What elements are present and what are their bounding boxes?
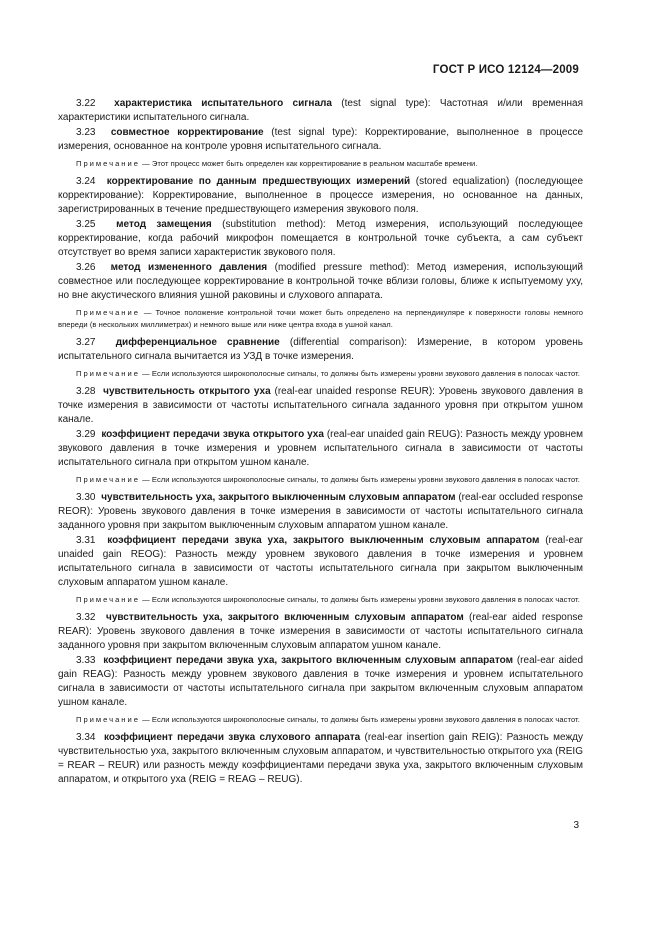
entry-text: (test signal type): Частотная и/или временная характеристики испытательного сигнала. <box>58 98 584 123</box>
definition-3-25 <box>58 218 583 260</box>
definition-3-28 <box>58 385 583 427</box>
entry-term: коэффициент передачи звука уха, закрытого выключенным слуховым аппаратом <box>107 535 540 546</box>
entry-text: (real-ear occluded response REOR): Уровень звукового давления в точке измерения в зависимости от частоты испытательного сигнала заданного уровня при закрытом выключенным слуховым аппаратом ушном канале. <box>58 492 584 531</box>
definition-3-24 <box>58 175 583 217</box>
entry-term: характеристика испытательного сигнала <box>114 98 332 109</box>
entry-number: 3.33 <box>76 655 96 666</box>
entry-text: (stored equalization) (последующее корректирование): Корректирование, выполненное в процессе измерения, но основанное на данных, зарегистрированных в течение предшествующего измерения звукового поля. <box>58 176 584 215</box>
entry-term: корректирование по данным предшествующих измерений <box>106 176 411 187</box>
entry-number: 3.28 <box>76 386 96 397</box>
definition-3-23 <box>58 126 583 154</box>
note-dash: — <box>139 715 152 724</box>
entry-text: (real-ear unaided gain REOG): Разность между уровнем звукового давления в точке измерения и уровнем испытательного сигнала в зависимости от частоты испытательного сигнала при закрытом выключенным слуховым аппаратом ушном канале. <box>58 535 583 588</box>
note-text: Если используются широкополосные сигналы, то должны быть измерены уровни звукового давления в полосах частот. <box>151 595 580 604</box>
note-text: Если используются широкополосные сигналы, то должны быть измерены уровни звукового давления в полосах частот. <box>151 369 580 378</box>
entry-number: 3.25 <box>76 219 96 230</box>
entry-number: 3.26 <box>76 262 96 273</box>
note-dash: — <box>139 595 152 604</box>
entry-text: (test signal type): Корректирование, выполненное в процессе измерения, основанное на контроле уровня испытательного сигнала. <box>58 127 584 152</box>
note-dash: — <box>139 475 152 484</box>
note-dash: — <box>139 308 156 317</box>
entry-number: 3.32 <box>76 612 96 623</box>
entry-term: чувствительность уха, закрытого выключенным слуховым аппаратом <box>101 492 456 503</box>
note-text: Если используются широкополосные сигналы, то должны быть измерены уровни звукового давления в полосах частот. <box>151 475 580 484</box>
note-label: Примечание <box>76 308 140 317</box>
definition-3-33 <box>58 654 583 710</box>
note-label: Примечание <box>76 715 140 724</box>
entry-term: метод замещения <box>116 219 212 230</box>
entry-text: (real-ear unaided gain REUG): Разность между уровнем звукового давления в точке измерения и уровнем испытательного сигнала в зависимости от частоты испытательного сигнала при открытом ушном канале. <box>58 429 583 468</box>
note-broadband <box>58 368 583 380</box>
definition-3-32 <box>58 611 583 653</box>
definitions-body <box>58 97 583 787</box>
note-label: Примечание <box>76 159 140 168</box>
definition-3-30 <box>58 491 583 533</box>
note-dash: — <box>139 369 152 378</box>
entry-term: совместное корректирование <box>110 127 264 138</box>
note-label: Примечание <box>76 369 140 378</box>
entry-number: 3.22 <box>76 98 96 109</box>
entry-term: коэффициент передачи звука уха, закрытого включенным слуховым аппаратом <box>103 655 513 666</box>
entry-text: (modified pressure method): Метод измерения, использующий совместное или последующее корректирование в контрольной точке вблизи головы, ближе к испытуемому уху, но вне акустического влияния ушной раковины и слухового аппарата. <box>58 262 584 301</box>
entry-text: (real-ear insertion gain REIG): Разность между чувствительностью уха, закрытого включенным слуховым аппаратом, и чувствительностью открытого уха (REIG = REAR – REUR) или разность между коэффициентами передачи звука уха, закрытого включенным слуховым аппаратом, и открытого уха (REIG = REAG – REUG). <box>58 732 583 785</box>
entry-text: (real-ear aided gain REAG): Разность между уровнем звукового давления в точке измерения и уровнем испытательного сигнала в зависимости от частоты испытательного сигнала при закрытом включенным слуховым аппаратом ушном канале. <box>58 655 583 708</box>
entry-text: (differential comparison): Измерение, в котором уровень испытательного сигнала вычитается из УЗД в точке измерения. <box>58 337 583 362</box>
entry-number: 3.29 <box>76 429 96 440</box>
document-id-header: ГОСТ Р ИСО 12124—2009 <box>432 64 579 76</box>
note-text: Точное положение контрольной точки может быть определено на перпендикуляре к поверхности головы немного впереди (в нескольких миллиметрах) и немного выше или ниже центра входа в ушной канал. <box>58 308 583 329</box>
definition-3-31 <box>58 534 583 590</box>
note-label: Примечание <box>76 475 140 484</box>
definition-3-22 <box>58 97 583 125</box>
entry-number: 3.23 <box>76 127 96 138</box>
definition-3-26 <box>58 261 583 303</box>
note-label: Примечание <box>76 595 140 604</box>
entry-term: метод измененного давления <box>110 262 268 273</box>
note-realtime <box>58 158 583 170</box>
note-reference-point <box>58 307 583 331</box>
entry-term: чувствительность открытого уха <box>103 386 271 397</box>
entry-text: (real-ear aided response REAR): Уровень звукового давления в точке измерения в зависимости от частоты испытательного сигнала заданного уровня при закрытом включенным слуховым аппаратом ушном канале. <box>58 612 583 651</box>
note-dash: — <box>139 159 152 168</box>
note-text: Если используются широкополосные сигналы, то должны быть измерены уровни звукового давления в полосах частот. <box>151 715 580 724</box>
entry-term: коэффициент передачи звука слухового аппарата <box>104 732 361 743</box>
entry-number: 3.27 <box>76 337 96 348</box>
entry-text: (real-ear unaided response REUR): Уровень звукового давления в точке измерения в зависимости от частоты испытательного сигнала заданного уровня при открытом ушном канале. <box>58 386 584 425</box>
entry-term: коэффициент передачи звука открытого уха <box>101 429 324 440</box>
note-broadband <box>58 594 583 606</box>
note-broadband <box>58 714 583 726</box>
definition-3-27 <box>58 336 583 364</box>
entry-term: дифференциальное сравнение <box>115 337 280 348</box>
entry-number: 3.34 <box>76 732 96 743</box>
entry-number: 3.31 <box>76 535 96 546</box>
definition-3-34 <box>58 731 583 787</box>
entry-number: 3.24 <box>76 176 96 187</box>
entry-number: 3.30 <box>76 492 96 503</box>
note-text: Этот процесс может быть определен как корректирование в реальном масштабе времени. <box>151 159 478 168</box>
entry-term: чувствительность уха, закрытого включенным слуховым аппаратом <box>106 612 464 623</box>
note-broadband <box>58 474 583 486</box>
page-number: 3 <box>573 820 579 831</box>
definition-3-29 <box>58 428 583 470</box>
entry-text: (substitution method): Метод измерения, использующий последующее корректирование, когда рабочий микрофон помещается в контрольной точке субъекта, а сам субъект отсутствует во время записи характеристик звукового поля. <box>58 219 583 258</box>
